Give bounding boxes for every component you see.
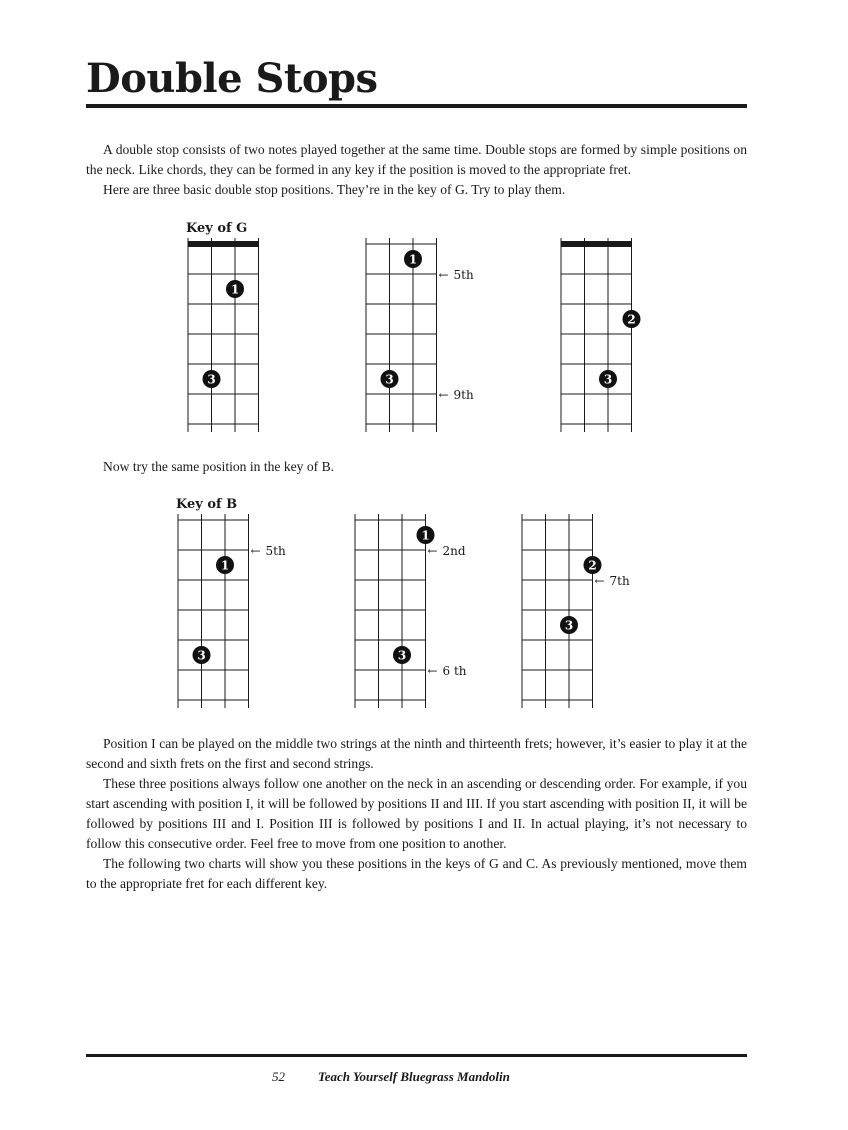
fret-marker-label: 6 th <box>442 664 467 678</box>
nut-bar <box>188 241 259 247</box>
fret-marker-arrow: ← <box>594 574 605 588</box>
key-label: Key of G <box>186 221 248 236</box>
key-label: Key of B <box>176 497 238 512</box>
fret-marker-arrow: ← <box>427 664 438 678</box>
finger-number: 1 <box>230 282 240 297</box>
nut-bar <box>561 241 632 247</box>
fret-marker-label: 7th <box>609 574 630 588</box>
finger-number: 3 <box>385 372 394 387</box>
finger-number: 2 <box>588 558 597 573</box>
body-paragraph-3: The following two charts will show you these positions in the keys of G and C. As previously mentioned, move them to the appropriate fret for each different key. <box>86 856 747 891</box>
finger-number: 3 <box>397 648 407 663</box>
fret-marker-arrow: ← <box>427 544 438 558</box>
finger-number: 1 <box>408 252 418 267</box>
fret-marker-label: 5th <box>265 544 286 558</box>
fret-marker-arrow: ← <box>250 544 261 558</box>
mid-paragraph: Now try the same position in the key of B. <box>103 459 335 474</box>
body-paragraph-2: These three positions always follow one another on the neck in an ascending or descending order. For example, if you start ascending with position I, it will be followed by positions II and III. If you start ascending with position II, it will be followed by positions III and I. Position III is followed by positions I and II. In actual playing, it’s not necessary to follow this consecutive order. Feel free to move from one position to another. <box>86 776 747 851</box>
fret-marker-arrow: ← <box>438 388 449 402</box>
body-paragraph-1: Position I can be played on the middle two strings at the ninth and thirteenth frets; however, it’s easier to play it at the second and sixth frets on the first and second strings. <box>86 736 747 771</box>
body-text <box>86 734 747 894</box>
finger-number: 3 <box>603 372 613 387</box>
finger-number: 3 <box>207 372 216 387</box>
finger-number: 3 <box>564 618 574 633</box>
intro-paragraph-2: Here are three basic double stop positions. They’re in the key of G. Try to play them. <box>103 182 566 197</box>
intro-paragraph-1: A double stop consists of two notes played together at the same time. Double stops are formed by simple positions on the neck. Like chords, they can be formed in any key if the position is moved to the appropriate fret. <box>86 142 747 177</box>
finger-number: 3 <box>197 648 206 663</box>
mid-text <box>86 457 747 477</box>
book-title: Teach Yourself Bluegrass Mandolin <box>318 1069 510 1084</box>
fret-marker-label: 2nd <box>442 544 466 558</box>
fret-marker-label: 5th <box>453 268 474 282</box>
footer-rule <box>86 1054 747 1057</box>
finger-number: 1 <box>421 528 430 543</box>
fret-marker-label: 9th <box>453 388 474 402</box>
fret-marker-arrow: ← <box>438 268 449 282</box>
finger-number: 1 <box>220 558 230 573</box>
page-title: Double Stops <box>86 55 378 102</box>
finger-number: 2 <box>627 312 636 327</box>
page-number: 52 <box>272 1069 285 1084</box>
